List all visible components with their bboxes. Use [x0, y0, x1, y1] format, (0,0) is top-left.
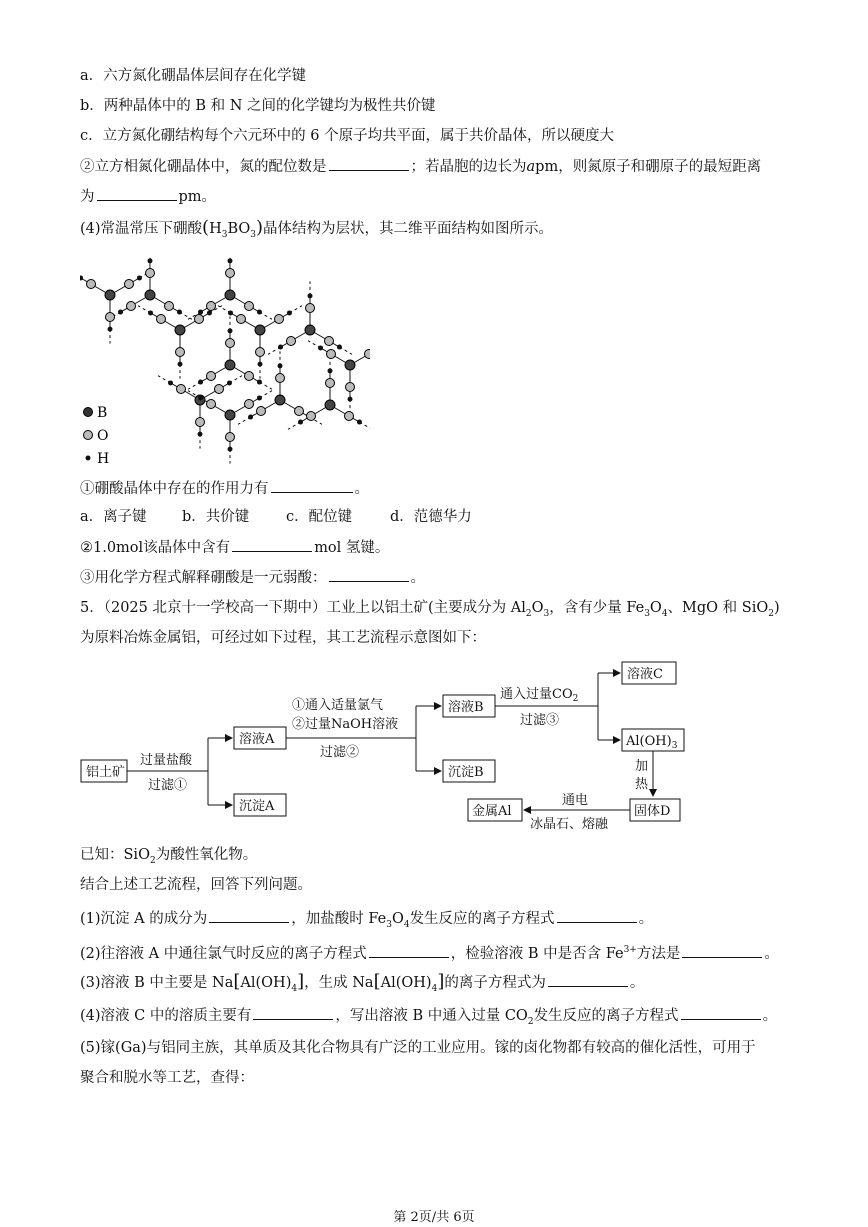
- step2-reagent-1-label: ①通入适量氯气: [292, 698, 384, 713]
- step2-filter-label: 过滤②: [320, 745, 360, 760]
- p3-complex: Al(OH): [240, 975, 292, 991]
- question-5-header: [80, 598, 780, 624]
- formula-sub: 4: [291, 983, 298, 994]
- p1-end: 。: [638, 911, 654, 927]
- formula-o: O: [649, 600, 662, 616]
- q2-text-2: ；若晶胞的边长为: [410, 159, 527, 175]
- answer-blank[interactable]: [97, 186, 177, 201]
- sub-question-2: [80, 537, 389, 558]
- p2-text-3: 方法是: [636, 945, 681, 962]
- intro-text-1: (4)常温常压下硼酸: [80, 221, 203, 237]
- solution-b-label: 溶液B: [448, 700, 484, 715]
- oxygen-atom: [207, 400, 216, 409]
- hydrogen-atom: [337, 345, 342, 350]
- oxygen-atom: [245, 400, 254, 409]
- oxygen-atom: [165, 302, 174, 311]
- hydrogen-atom: [178, 362, 183, 367]
- part-4: [80, 1005, 777, 1032]
- q2-text-1: ②立方相氮化硼晶体中，氮的配位数是: [80, 159, 327, 175]
- oxygen-atom: [287, 337, 296, 346]
- q5-header-text-4: ): [773, 600, 780, 616]
- oxygen-atom: [245, 372, 254, 381]
- formula-sub: 4: [431, 983, 438, 994]
- p3-complex: Al(OH): [380, 975, 432, 991]
- hydrogen-atom: [228, 447, 233, 452]
- answer-blank[interactable]: [682, 943, 762, 958]
- oxygen-atom: [215, 385, 224, 394]
- oxygen-atom: [365, 350, 371, 359]
- hydrogen-atom: [198, 432, 203, 437]
- p4-text-3: 发生反应的离子方程式: [533, 1008, 679, 1024]
- boric-acid-structure-diagram: [80, 255, 370, 470]
- p2-text-1: (2)往溶液 A 中通往氯气时反应的离子方程式: [80, 945, 367, 962]
- q5-header-text-1: 5．（2025 北京十一学校高一下期中）工业上以铝土矿(主要成分为 Al: [80, 600, 526, 616]
- p2-end: 。: [764, 945, 779, 962]
- oxygen-atom: [177, 385, 186, 394]
- answer-blank[interactable]: [209, 908, 289, 923]
- hydrogen-atom: [198, 395, 203, 400]
- hydrogen-atom: [257, 380, 262, 385]
- question-4-2: [80, 156, 761, 177]
- boron-atom: [305, 325, 315, 335]
- boron-atom: [105, 290, 115, 300]
- formula-sub: 4: [403, 919, 410, 930]
- formula-sub: 4: [661, 608, 668, 619]
- known-text-2: 为酸性氧化物。: [155, 847, 258, 863]
- oxygen-atom: [196, 418, 205, 427]
- p4-text-1: (4)溶液 C 中的溶质主要有: [80, 1008, 252, 1024]
- aluminum-hydroxide-label: $Al(OH)_3$: [626, 734, 678, 751]
- p4-text-2: ，写出溶液 B 中通入过量 CO: [335, 1008, 528, 1024]
- boron-atom: [175, 325, 185, 335]
- formula-sub: 3: [543, 608, 550, 619]
- part-5-line1: (5)镓(Ga)与铝同主族，其单质及其化合物具有广泛的工业应用。镓的卤化物都有较高的催化活性，可用于: [80, 1040, 756, 1056]
- hydrogen-atom: [298, 420, 303, 425]
- hydrogen-atom: [318, 345, 323, 350]
- q5-header-text-3: 、MgO 和 SiO: [667, 600, 769, 616]
- legend-h-label: H: [97, 451, 110, 467]
- oxygen-atom: [257, 407, 266, 416]
- part-2: [80, 940, 779, 964]
- bauxite-label: 铝土矿: [86, 765, 126, 780]
- hydrogen-atom: [278, 345, 283, 350]
- hydrogen-atom: [207, 310, 212, 315]
- hydrogen-atom: [118, 310, 123, 315]
- metal-al-label: 金属Al: [472, 804, 512, 819]
- formula-sub: 3: [221, 229, 228, 240]
- hydrogen-atom: [198, 380, 203, 385]
- sub3-end: 。: [410, 570, 425, 586]
- answer-blank[interactable]: [253, 1005, 333, 1020]
- option-b: b．两种晶体中的 B 和 N 之间的化学键均为极性共价键: [80, 98, 436, 114]
- sub-question-3: [80, 567, 425, 588]
- p1-text-1: (1)沉淀 A 的成分为: [80, 911, 208, 927]
- oxygen-atom: [226, 433, 235, 442]
- process-flow-diagram: [78, 655, 698, 830]
- hydrogen-atom: [168, 380, 173, 385]
- answer-blank[interactable]: [232, 537, 312, 552]
- oxygen-atom: [207, 302, 216, 311]
- question-5-header-line2: 为原料冶炼金属铝，可经过如下过程，其工艺流程示意图如下：: [80, 630, 486, 646]
- formula-sub: 3: [250, 229, 257, 240]
- solution-c-label: 溶液C: [627, 667, 663, 682]
- oxygen-atom: [106, 313, 115, 322]
- oxygen-atom: [146, 269, 155, 278]
- boron-atom: [325, 400, 335, 410]
- legend: [84, 405, 110, 467]
- sub2-text-1: ②1.0mol该晶体中含有: [80, 540, 231, 556]
- hydrogen-atom: [287, 310, 292, 315]
- precipitate-b-label: 沉淀B: [448, 765, 484, 780]
- oxygen-atom: [237, 315, 246, 324]
- solution-a-label: 溶液A: [239, 732, 275, 747]
- hydrogen-atom: [177, 310, 182, 315]
- hydrogen-atom: [148, 310, 153, 315]
- electrolysis-conditions-label: 冰晶石、熔融: [530, 817, 609, 830]
- q5-header-text-2: ，含有少量 Fe: [549, 600, 645, 616]
- oxygen-atom: [346, 383, 355, 392]
- p3-end: 。: [629, 975, 645, 991]
- part-1: [80, 908, 653, 935]
- sub3-text: ③用化学方程式解释硼酸是一元弱酸：: [80, 570, 327, 586]
- option-c: c．立方氮化硼结构每个六元环中的 6 个原子均共平面，属于共价晶体，所以硬度大: [80, 128, 615, 144]
- legend-o-label: O: [97, 428, 109, 444]
- sub1-end: 。: [354, 481, 369, 497]
- precipitate-a-label: 沉淀A: [239, 799, 275, 814]
- part-5-line2: 聚合和脱水等工艺，查得：: [80, 1070, 254, 1086]
- oxygen-atom: [306, 304, 315, 313]
- oxygen-atom: [87, 280, 96, 289]
- step3-filter-label: 过滤③: [520, 713, 560, 728]
- q2-text-4: 为: [80, 189, 95, 205]
- electrolysis-label: 通电: [562, 793, 589, 808]
- answer-blank[interactable]: [271, 478, 353, 493]
- oxygen-atom: [207, 372, 216, 381]
- choice-a: a．离子键: [80, 509, 147, 525]
- oxygen-atom: [245, 302, 254, 311]
- hydrogen-atom: [227, 380, 232, 385]
- step1-reagent-label: 过量盐酸: [140, 753, 193, 768]
- p4-end: 。: [762, 1008, 778, 1024]
- hydrogen-atom: [228, 258, 233, 263]
- hydrogen-atom: [308, 293, 313, 298]
- q2-var-a: a: [526, 159, 536, 175]
- formula-o: O: [531, 600, 544, 616]
- question-4-4-intro: (4)常温常压下硼酸$(H_3BO_3)$晶体结构为层状，其二维平面结构如图所示。: [80, 217, 554, 240]
- boron-atom: [145, 290, 155, 300]
- formula-sub: 3: [386, 919, 392, 930]
- p3-text-3: 的离子方程式为: [444, 975, 546, 991]
- boron-atom: [275, 395, 285, 405]
- answer-blank[interactable]: [329, 567, 409, 582]
- choice-d: d．范德华力: [390, 509, 472, 525]
- choice-b: b．共价键: [182, 509, 250, 525]
- oxygen-atom: [307, 412, 316, 421]
- hydrogen-atom: [228, 328, 233, 333]
- oxygen-atom-legend-icon: [84, 431, 93, 440]
- hydrogen-atom: [248, 415, 253, 420]
- answer-blank[interactable]: [557, 908, 637, 923]
- oxygen-atom: [195, 315, 204, 324]
- option-a: a．六方氮化硼晶体层间存在化学键: [80, 68, 307, 84]
- oxygen-atom: [276, 374, 285, 383]
- sub-question-1: [80, 478, 369, 499]
- oxygen-atom: [275, 315, 284, 324]
- boron-atom-legend-icon: [84, 408, 93, 417]
- step1-filter-label: 过滤①: [148, 778, 188, 793]
- formula-sup: 3+: [623, 945, 637, 955]
- q2-text-3: pm，则氮原子和硼原子的最短距离: [535, 159, 762, 175]
- part-3: (3)溶液 B 中主要是 $Na[Al(OH)_4]$，生成 $Na[Al(OH)_4]$的离子方程式为 。: [80, 971, 645, 994]
- answer-blank[interactable]: [681, 1005, 761, 1020]
- p2-text-2: ，检验溶液 B 中是否含 Fe: [450, 945, 624, 962]
- page-footer: 第 2页/共 6页: [393, 1210, 475, 1225]
- hydrogen-atom: [278, 363, 283, 368]
- oxygen-atom: [295, 407, 304, 416]
- oxygen-atom: [256, 348, 265, 357]
- hydrogen-atom: [228, 310, 233, 315]
- hydrogen-atom: [348, 397, 353, 402]
- known-info: [80, 845, 257, 871]
- formula-sub: 2: [768, 608, 774, 619]
- sub-question-1-choices: [80, 507, 472, 527]
- hydrogen-atom-legend-icon: [86, 456, 91, 461]
- intro-text-2: 晶体结构为层状，其二维平面结构如图所示。: [263, 221, 554, 237]
- formula-bo: BO: [227, 221, 251, 237]
- boron-atom: [225, 360, 235, 370]
- legend-b-label: B: [97, 405, 108, 421]
- q2-text-5: pm。: [178, 189, 217, 205]
- hydrogen-atom: [258, 362, 263, 367]
- step2-reagent-2-label: ②过量NaOH溶液: [292, 717, 399, 732]
- hydrogen-atom: [108, 327, 113, 332]
- p3-text-1: (3)溶液 B 中主要是 Na: [80, 975, 234, 991]
- sub1-text: ①硼酸晶体中存在的作用力有: [80, 481, 269, 497]
- oxygen-atom: [226, 269, 235, 278]
- oxygen-atom: [327, 350, 336, 359]
- step3-reagent-label: 通入过量$CO_2$: [500, 687, 579, 704]
- formula-sub: 3: [644, 608, 650, 619]
- oxygen-atom: [125, 280, 134, 289]
- oxygen-atom: [326, 379, 335, 388]
- boron-atom: [225, 410, 235, 420]
- sub2-text-2: mol 氢键。: [314, 540, 390, 556]
- oxygen-atom: [176, 348, 185, 357]
- hydrogen-atom: [257, 395, 262, 400]
- known-text-1: 已知：SiO: [80, 847, 150, 863]
- formula-sub: 2: [525, 608, 532, 619]
- hydrogen-atom: [357, 420, 362, 425]
- hydrogen-atom: [137, 275, 142, 280]
- boron-atom: [255, 325, 265, 335]
- answer-blank[interactable]: [329, 156, 409, 171]
- oxygen-atom: [157, 315, 166, 324]
- heat-label-2: 热: [635, 777, 649, 792]
- choice-c: c．配位键: [286, 509, 353, 525]
- hydrogen-atom: [257, 310, 262, 315]
- oxygen-atom: [127, 302, 136, 311]
- oxygen-atom: [226, 339, 235, 348]
- formula-sub: 2: [527, 1016, 534, 1027]
- p3-text-2: ，生成 Na: [304, 975, 374, 991]
- formula-sub: 2: [149, 855, 156, 866]
- solid-d-label: 固体D: [634, 804, 671, 819]
- p1-text-3: 发生反应的离子方程式: [409, 911, 555, 927]
- boron-atom: [225, 290, 235, 300]
- oxygen-atom: [325, 337, 334, 346]
- p1-text-2: ，加盐酸时 Fe: [291, 911, 387, 927]
- answer-blank[interactable]: [369, 943, 449, 958]
- hydrogen-atom: [148, 258, 153, 263]
- boron-atom: [345, 360, 355, 370]
- oxygen-atom: [345, 412, 354, 421]
- formula-h: H: [209, 221, 222, 237]
- hydrogen-atom: [198, 310, 203, 315]
- hydrogen-atom: [328, 368, 333, 373]
- instruction: 结合上述工艺流程，回答下列问题。: [80, 877, 312, 893]
- heat-label-1: 加: [635, 759, 649, 774]
- formula-o: O: [391, 911, 404, 927]
- question-4-2-cont: [80, 186, 216, 207]
- answer-blank[interactable]: [548, 972, 628, 987]
